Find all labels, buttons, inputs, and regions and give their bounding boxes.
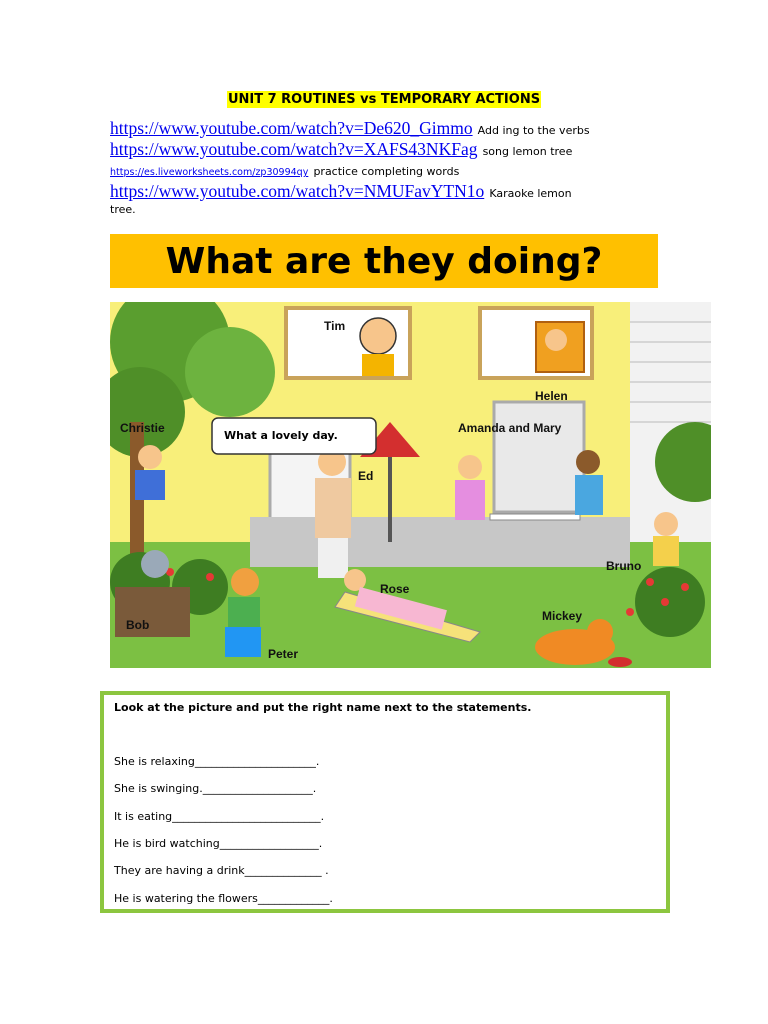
label-bob: Bob xyxy=(126,618,150,632)
speech-text: What a lovely day. xyxy=(224,429,338,442)
garden-illustration xyxy=(110,302,711,668)
label-amanda-and-mary: Amanda and Mary xyxy=(458,421,562,435)
christie-figure xyxy=(135,445,165,500)
link-desc: Add ing to the verbs xyxy=(477,124,590,137)
label-helen: Helen xyxy=(535,389,568,403)
statement: She is swinging.____________________. xyxy=(114,782,317,795)
links-block xyxy=(110,119,670,217)
label-rose: Rose xyxy=(380,582,410,596)
link-desc-tail: tree. xyxy=(110,203,136,216)
back-door xyxy=(494,402,584,512)
label-mickey: Mickey xyxy=(542,609,583,623)
video-link-2[interactable]: https://www.youtube.com/watch?v=XAFS43NKFag xyxy=(110,139,478,159)
video-link-1[interactable]: https://www.youtube.com/watch?v=De620_Gimmo xyxy=(110,118,473,138)
link-desc: Karaoke lemon xyxy=(489,187,572,200)
label-bruno: Bruno xyxy=(606,559,642,573)
link-line xyxy=(110,182,670,203)
statement: They are having a drink______________ . xyxy=(114,864,329,877)
mary-figure xyxy=(575,450,603,515)
statement: It is eating___________________________. xyxy=(114,810,325,823)
tim-face xyxy=(360,318,396,354)
unit-title-text: UNIT 7 ROUTINES vs TEMPORARY ACTIONS xyxy=(227,92,541,107)
tim-body xyxy=(362,354,394,376)
table xyxy=(490,514,580,520)
garden-scene-svg xyxy=(110,302,711,668)
bruno-figure xyxy=(653,512,679,566)
label-tim: Tim xyxy=(324,319,346,333)
banner-text: What are they doing? xyxy=(165,240,603,282)
label-peter: Peter xyxy=(268,647,299,661)
helen-face xyxy=(545,329,567,351)
bush xyxy=(635,567,705,637)
statement: She is relaxing______________________. xyxy=(114,755,320,768)
exercise-box xyxy=(100,691,670,913)
unit-title xyxy=(0,88,768,107)
tree-left-2 xyxy=(185,327,275,417)
amanda-figure xyxy=(455,455,485,520)
umbrella-pole xyxy=(388,452,392,542)
link-desc: song lemon tree xyxy=(482,145,573,158)
link-desc: practice completing words xyxy=(313,165,460,178)
link-line xyxy=(110,161,670,182)
video-link-3[interactable]: https://www.youtube.com/watch?v=NMUFavYTN1o xyxy=(110,181,485,201)
worksheet-link[interactable]: https://es.liveworksheets.com/zp30994qy xyxy=(110,167,309,178)
link-line xyxy=(110,119,670,140)
label-christie: Christie xyxy=(120,421,165,435)
banner xyxy=(110,234,658,288)
exercise-instruction: Look at the picture and put the right name next to the statements. xyxy=(114,701,532,714)
patio xyxy=(250,517,630,567)
link-line xyxy=(110,140,670,161)
label-ed: Ed xyxy=(358,469,374,483)
statement: He is watering the flowers_____________. xyxy=(114,892,333,905)
statement: He is bird watching__________________. xyxy=(114,837,323,850)
